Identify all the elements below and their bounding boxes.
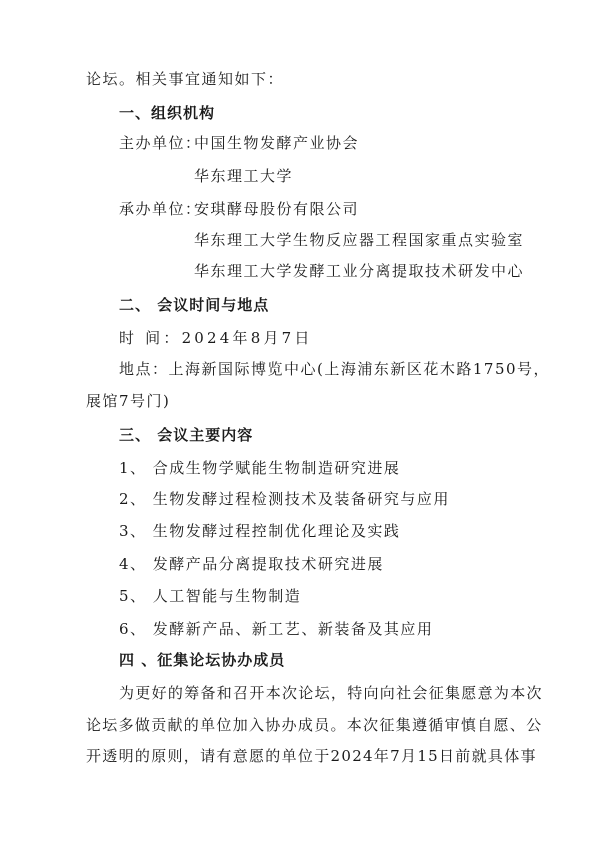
organizer-item: 华东理工大学发酵工业分离提取技术研发中心	[194, 262, 525, 280]
host-item: 华东理工大学	[194, 167, 294, 185]
host-label: 主办单位：	[119, 134, 202, 152]
content-item: 5、 人工智能与生物制造	[119, 587, 302, 605]
meeting-place: 地点：上海新国际博览中心(上海浦东新区花木路1750号，	[119, 360, 551, 378]
paragraph-line: 论坛多做贡献的单位加入协办成员。本次征集遵循审慎自愿、公	[86, 716, 543, 734]
meeting-time: 时 间：2024年8月7日	[119, 329, 313, 347]
paragraph-line: 为更好的筹备和召开本次论坛，特向向社会征集愿意为本次	[119, 684, 543, 702]
section-1-heading: 一、组织机构	[119, 104, 216, 122]
content-item: 4、 发酵产品分离提取技术研究进展	[119, 555, 384, 573]
organizer-label: 承办单位：	[119, 200, 202, 218]
organizer-item: 华东理工大学生物反应器工程国家重点实验室	[194, 231, 525, 249]
section-2-heading: 二、 会议时间与地点	[119, 296, 270, 314]
section-3-heading: 三、 会议主要内容	[119, 426, 254, 444]
content-item: 6、 发酵新产品、新工艺、新装备及其应用	[119, 620, 434, 638]
content-item: 2、 生物发酵过程检测技术及装备研究与应用	[119, 490, 450, 508]
meeting-place-continued: 展馆7号门)	[86, 392, 171, 410]
content-item: 3、 生物发酵过程控制优化理论及实践	[119, 522, 401, 540]
organizer-item: 安琪酵母股份有限公司	[194, 200, 360, 218]
content-item: 1、 合成生物学赋能生物制造研究进展	[119, 459, 401, 477]
intro-text: 论坛。相关事宜通知如下：	[86, 70, 285, 88]
section-4-heading: 四 、征集论坛协办成员	[119, 651, 286, 669]
paragraph-line: 开透明的原则，请有意愿的单位于2024年7月15日前就具体事	[86, 747, 537, 765]
host-item: 中国生物发酵产业协会	[194, 134, 360, 152]
